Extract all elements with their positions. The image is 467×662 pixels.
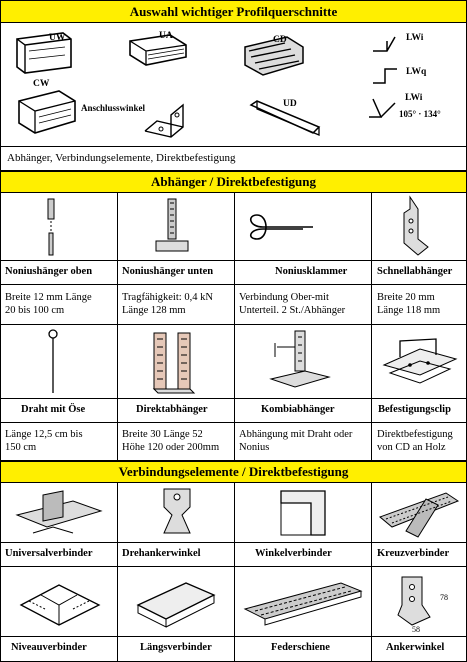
item-name: Noniushänger unten [122, 266, 214, 277]
label-cell [118, 637, 235, 661]
cd-label: CD [273, 35, 287, 45]
section-title: Verbindungselemente / Direktbefestigung [118, 464, 349, 479]
item-desc: Länge 12,5 cm bis 150 cm [5, 429, 83, 453]
dimension-width: 58 [412, 625, 420, 634]
item-name: Längsverbinder [140, 642, 212, 653]
label-cell [235, 637, 372, 661]
label-cell [118, 399, 235, 423]
lwi-angle-profile-icon [367, 93, 401, 123]
laengsverbinder-icon [134, 575, 218, 631]
pic-kreuzverbinder [372, 483, 466, 543]
item-name: Drehankerwinkel [122, 548, 201, 559]
item-desc: Verbindung Ober-mit Unterteil. 2 St./Abhänger [239, 292, 346, 316]
pic-draht-mit-oese [1, 325, 118, 399]
label-cell [235, 543, 372, 567]
pic-noniushaenger-unten [118, 193, 235, 261]
item-name: Schnellabhänger [377, 266, 453, 277]
section-title: Auswahl wichtiger Profilquerschnitte [129, 3, 338, 19]
item-desc: Breite 30 Länge 52 Höhe 120 oder 200mm [122, 429, 220, 453]
item-desc: Breite 12 mm Länge 20 bis 100 cm [5, 292, 92, 316]
ud-label: UD [283, 99, 297, 109]
label-cell [235, 399, 372, 423]
pic-ankerwinkel [372, 567, 466, 637]
item-desc: Abhängung mit Draht oder Nonius [239, 429, 353, 453]
item-name: Kreuzverbinder [377, 548, 450, 559]
label-cell [372, 543, 466, 567]
direktabhaenger-icon [148, 329, 200, 395]
label-cell [1, 399, 118, 423]
label-cell [118, 261, 235, 285]
anschlusswinkel-label: Anschlusswinkel [81, 103, 146, 113]
pic-befestigungsclip [372, 325, 466, 399]
desc-cell [118, 285, 235, 325]
pic-winkelverbinder [235, 483, 372, 543]
pic-schnellabhaenger [372, 193, 466, 261]
pic-niveauverbinder [1, 567, 118, 637]
label-cell [372, 261, 466, 285]
item-desc: Breite 20 mm Länge 118 mm [377, 292, 441, 316]
noniusklammer-icon [243, 209, 315, 245]
info-line-cell [1, 147, 466, 171]
winkelverbinder-icon [271, 485, 335, 541]
lwi-label-1: LWi [406, 33, 424, 43]
item-name: Noniushänger oben [5, 266, 93, 277]
desc-cell [1, 285, 118, 325]
item-name: Federschiene [271, 642, 330, 653]
section-header-haenger [1, 171, 466, 193]
lwq-profile-icon [371, 65, 401, 89]
ua-profile-icon [126, 33, 190, 73]
label-cell [1, 543, 118, 567]
lwi-label-2: LWi [405, 93, 423, 103]
desc-cell [235, 423, 372, 461]
profile-drawings [1, 23, 466, 147]
label-cell [118, 543, 235, 567]
cw-profile-icon [15, 87, 79, 139]
label-cell [235, 261, 372, 285]
desc-cell [118, 423, 235, 461]
item-name: Direktabhänger [136, 404, 208, 415]
ua-label: UA [159, 31, 173, 41]
item-desc: Direktbefestigung von CD an Holz [377, 429, 453, 453]
item-name: Universalverbinder [5, 548, 93, 559]
item-desc: Tragfähigkeit: 0,4 kN Länge 128 mm [122, 292, 213, 316]
desc-cell [235, 285, 372, 325]
lwq-label: LWq [406, 67, 427, 77]
item-name: Draht mit Öse [21, 404, 86, 415]
item-name: Kombiabhänger [261, 404, 335, 415]
pic-noniushaenger-oben [1, 193, 118, 261]
cw-label: CW [33, 79, 50, 89]
noniushaenger-oben-icon [41, 197, 61, 257]
kreuzverbinder-icon [376, 487, 462, 539]
info-line: Abhänger, Verbindungselemente, Direktbefestigung [7, 152, 236, 164]
pic-direktabhaenger [118, 325, 235, 399]
lwi-profile-icon [371, 33, 401, 57]
pic-universalverbinder [1, 483, 118, 543]
item-name: Winkelverbinder [255, 548, 332, 559]
pic-kombiabhaenger [235, 325, 372, 399]
desc-cell [1, 423, 118, 461]
section-title: Abhänger / Direktbefestigung [151, 174, 316, 189]
angle-label: 105° · 134° [399, 109, 441, 119]
pic-federschiene [235, 567, 372, 637]
pic-noniusklammer [235, 193, 372, 261]
label-cell [1, 637, 118, 661]
section-header-verbinder [1, 461, 466, 483]
uw-label: UW [49, 33, 66, 43]
uw-profile-icon [13, 29, 75, 77]
befestigungsclip-icon [380, 335, 460, 391]
ankerwinkel-icon [392, 573, 436, 631]
noniushaenger-unten-icon [152, 197, 192, 257]
drehankerwinkel-icon [156, 485, 198, 541]
item-name: Niveauverbinder [11, 642, 87, 653]
label-cell [1, 261, 118, 285]
item-name: Noniusklammer [275, 266, 348, 277]
desc-cell [372, 423, 466, 461]
pic-drehankerwinkel [118, 483, 235, 543]
desc-cell [372, 285, 466, 325]
federschiene-icon [241, 579, 365, 627]
dimension-height: 78 [440, 593, 448, 602]
anschlusswinkel-icon [141, 101, 187, 141]
universalverbinder-icon [13, 487, 105, 539]
label-cell [372, 399, 466, 423]
item-name: Befestigungsclip [378, 404, 451, 415]
label-cell [372, 637, 466, 661]
draht-mit-oese-icon [45, 329, 61, 395]
schnellabhaenger-icon [398, 195, 434, 259]
kombiabhaenger-icon [265, 327, 335, 397]
section-header-profile [1, 1, 466, 23]
pic-laengsverbinder [118, 567, 235, 637]
item-name: Ankerwinkel [386, 642, 445, 653]
niveauverbinder-icon [15, 575, 105, 631]
